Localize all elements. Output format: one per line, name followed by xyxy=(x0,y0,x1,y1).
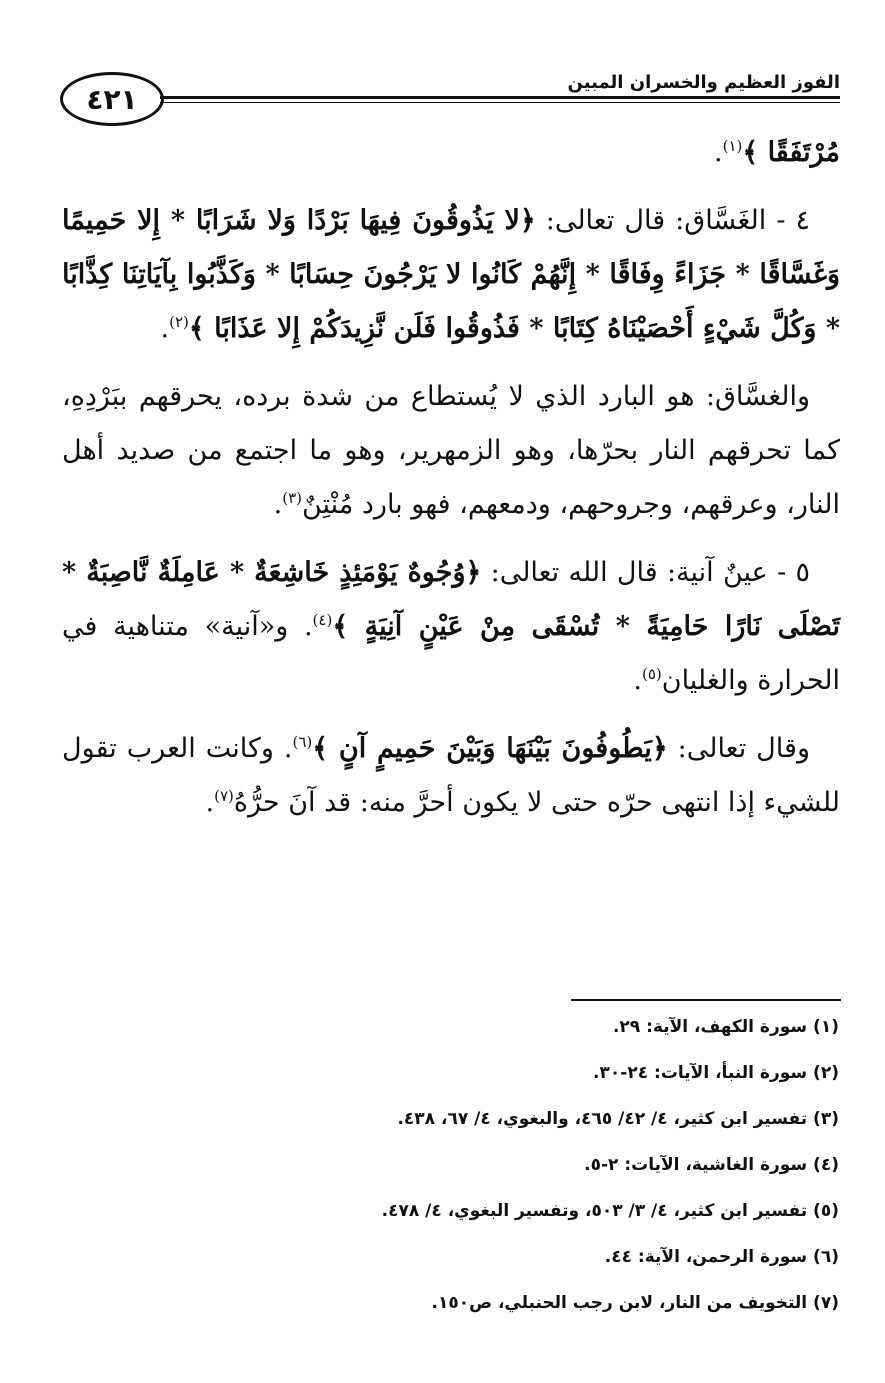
header-rule-thin xyxy=(160,102,840,103)
page-header xyxy=(60,66,840,128)
paragraph-lead: ٥ - عينٌ آنية: قال الله تعالى: xyxy=(481,557,811,588)
paragraph-ghassaq xyxy=(62,194,840,356)
paragraph-lead: وقال تعالى: xyxy=(667,733,810,764)
footnote-item: (١) سورة الكهف، الآية: ٢٩. xyxy=(612,1017,839,1037)
quran-verse: ﴿وُجُوهٌ يَوْمَئِذٍ خَاشِعَةٌ * عَامِلَةٌ نَّاصِبَةٌ * تَصْلَى نَارًا حَامِيَةً * تُسْقَى مِنْ عَيْنٍ آنِيَةٍ ﴾ xyxy=(62,557,840,642)
footnote-item: (٧) التخويف من النار، لابن رجب الحنبلي، ص١٥٠. xyxy=(431,1293,839,1313)
quran-verse: ﴿يَطُوفُونَ بَيْنَهَا وَبَيْنَ حَمِيمٍ آنٍ ﴾ xyxy=(312,733,668,764)
footnote-item: (٣) تفسير ابن كثير، ٤/ ٤٢/ ٤٦٥، والبغوي، ٤/ ٦٧، ٤٣٨. xyxy=(397,1109,839,1129)
footnote-item: (٦) سورة الرحمن، الآية: ٤٤. xyxy=(604,1247,839,1267)
page-number: ٤٢١ xyxy=(60,72,164,126)
footnote-ref: (١) xyxy=(722,137,743,155)
footnotes xyxy=(139,1004,839,1326)
running-title: الفوز العظيم والخسران المبين xyxy=(567,72,840,93)
paragraph-continuation xyxy=(62,126,840,180)
footnote-item: (٤) سورة الغاشية، الآيات: ٢-٥. xyxy=(584,1155,839,1175)
paragraph-ghassaq-definition xyxy=(62,370,840,532)
footnote-ref: (٦) xyxy=(292,733,313,751)
footnote-ref: (٢) xyxy=(169,313,189,331)
header-rule xyxy=(160,96,840,99)
paragraph-ayn-aniya xyxy=(62,546,840,708)
paragraph-lead: ٤ - الغَسَّاق: قال تعالى: xyxy=(535,205,810,236)
main-text xyxy=(62,126,840,844)
footnote-ref: (٥) xyxy=(641,665,662,683)
footnote-separator xyxy=(571,999,841,1001)
paragraph-end: . xyxy=(273,489,283,520)
footnote-ref: (٣) xyxy=(282,489,302,507)
footnote-ref: (٤) xyxy=(312,611,333,629)
paragraph-end: . xyxy=(713,137,723,168)
paragraph-text: . و«آنية» متناهية في الحرارة والغليان xyxy=(62,611,840,696)
paragraph-end: . xyxy=(205,787,215,818)
footnote-item: (٢) سورة النبأ، الآيات: ٢٤-٣٠. xyxy=(593,1063,839,1083)
paragraph-end: . xyxy=(160,313,170,344)
paragraph-hamim-an xyxy=(62,722,840,830)
paragraph-end: . xyxy=(633,665,642,696)
quran-verse: مُرْتَفَقًا ﴾ xyxy=(742,137,840,168)
paragraph-text: والغسَّاق: هو البارد الذي لا يُستطاع من شدة برده، يحرقهم ببَرْدِهِ، كما تحرقهم النار بحرّها، وهو الزمهرير، وهو ما اجتمع من صديد أهل النار، وعرقهم، وجروحهم، ودمعهم، فهو بارد مُنْتِنٌ xyxy=(62,381,840,520)
paragraph-text: . وكانت العرب تقول للشيء إذا انتهى حرّه حتى لا يكون أحرَّ منه: قد آنَ حرُّهُ xyxy=(62,733,840,818)
footnote-item: (٥) تفسير ابن كثير، ٤/ ٣/ ٥٠٣، وتفسير البغوي، ٤/ ٤٧٨. xyxy=(381,1201,839,1221)
quran-verse: ﴿لا يَذُوقُونَ فِيهَا بَرْدًا وَلا شَرَابًا * إِلا حَمِيمًا وَغَسَّاقًا * جَزَاءً وِفَاقًا * إِنَّهُمْ كَانُوا لا يَرْجُونَ حِسَابًا * وَكَذَّبُوا بِآيَاتِنَا كِذَّابًا * وَكُلَّ شَيْءٍ أَحْصَيْنَاهُ كِتَابًا * فَذُوقُوا فَلَن نَّزِيدَكُمْ إِلا عَذَابًا ﴾ xyxy=(62,205,840,344)
footnote-ref: (٧) xyxy=(214,787,234,805)
